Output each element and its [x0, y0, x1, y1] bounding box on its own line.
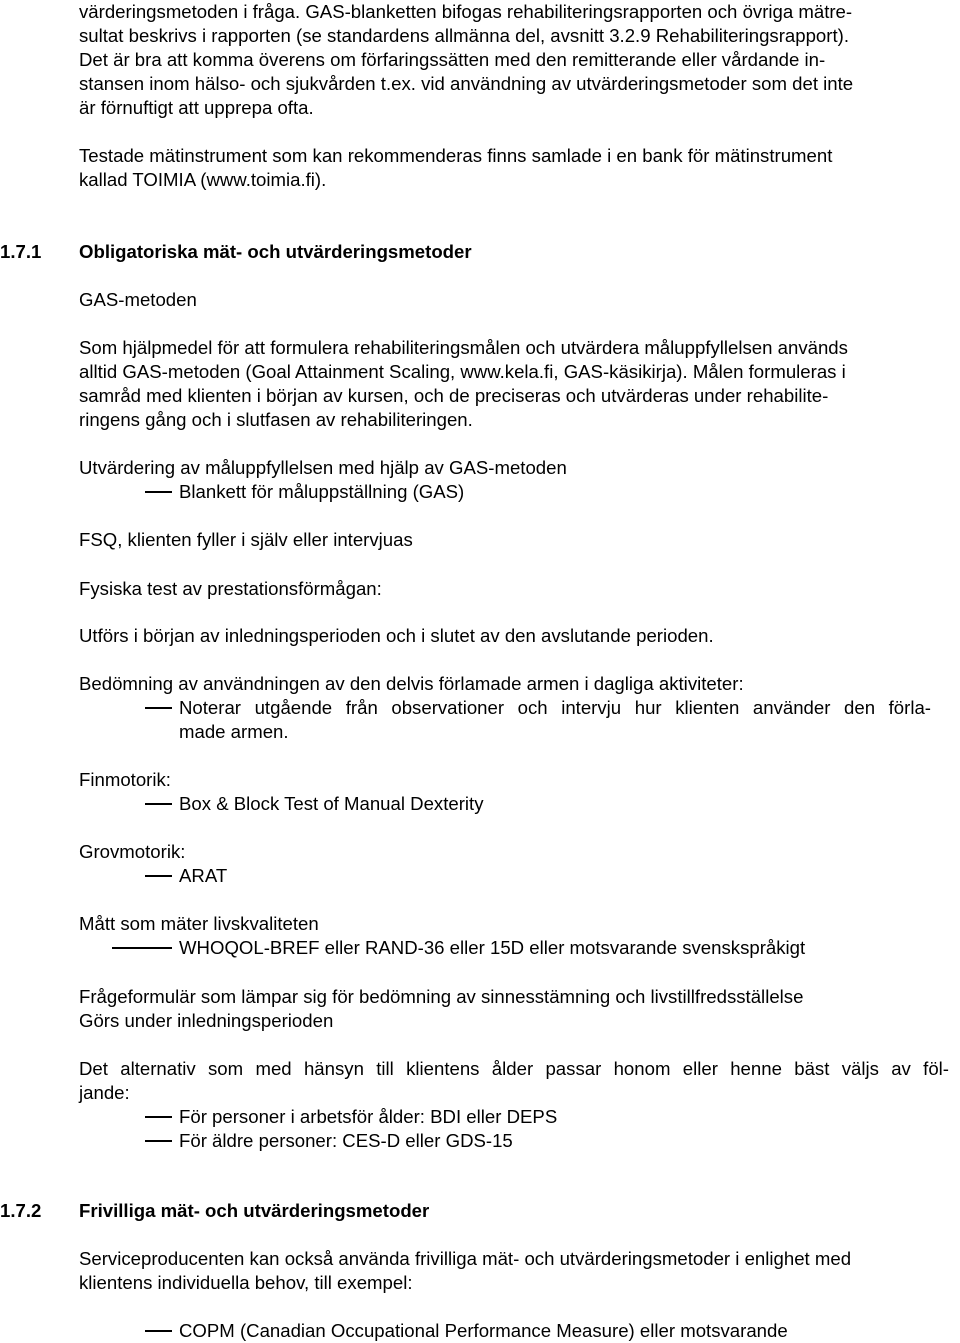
optional-line: klientens individuella behov, till exempel:	[79, 1271, 413, 1293]
physical-heading	[79, 577, 949, 601]
optional-line: Serviceproducenten kan också använda frivilliga mät- och utvärderingsmetoder i enlighet med	[79, 1248, 852, 1269]
dash-bullet	[145, 875, 172, 877]
intro-line: värderingsmetoden i fråga. GAS-blanketten bifogas rehabiliteringsrapporten och övriga mätre-	[79, 1, 853, 22]
toimia-paragraph	[79, 144, 949, 192]
fine-motor-heading-text: Finmotorik:	[79, 769, 171, 790]
intro-paragraph	[79, 0, 949, 120]
gross-motor-heading-text: Grovmotorik:	[79, 841, 186, 862]
alt-paragraph	[79, 1057, 949, 1105]
toimia-line: Testade mätinstrument som kan rekommenderas finns samlade i en bank för mätinstrument	[79, 145, 833, 166]
qol-heading	[79, 912, 949, 936]
dash-bullet	[145, 1116, 172, 1118]
dash-bullet	[112, 947, 172, 949]
evaluation-heading	[79, 456, 949, 480]
intro-line: är förnuftigt att upprepa ofta.	[79, 96, 314, 118]
physical-text-line: Utförs i början av inledningsperioden och i slutet av den avslutande perioden.	[79, 625, 714, 646]
mood-paragraph	[79, 985, 949, 1033]
toimia-line: kallad TOIMIA (www.toimia.fi).	[79, 168, 327, 190]
qol-heading-text: Mått som mäter livskvaliteten	[79, 913, 319, 934]
arm-heading	[79, 672, 949, 696]
gas-paragraph	[79, 336, 949, 432]
dash-bullet	[145, 707, 172, 709]
alt-line: Det alternativ som med hänsyn till klientens ålder passar honom eller henne bäst väljs av föl-	[79, 1058, 949, 1079]
list-item-text: WHOQOL-BREF eller RAND-36 eller 15D eller motsvarande svenskspråkigt	[179, 937, 806, 958]
gas-line: ringens gång och i slutfasen av rehabiliteringen.	[79, 408, 473, 430]
section-number: 1.7.2	[0, 1200, 42, 1221]
section-title: Frivilliga mät- och utvärderingsmetoder	[79, 1200, 430, 1221]
gas-line: alltid GAS-metoden (Goal Attainment Scaling, www.kela.fi, GAS-käsikirja). Målen formuleras i	[79, 360, 846, 382]
arm-item-line: made armen.	[179, 720, 289, 742]
fine-motor-heading	[79, 768, 949, 792]
intro-line: Det är bra att komma överens om förfaringssätten med den remitterande eller vårdande in-	[79, 48, 826, 70]
gross-motor-heading	[79, 840, 949, 864]
physical-heading-text: Fysiska test av prestationsförmågan:	[79, 578, 382, 599]
gas-line: samråd med klienten i början av kursen, och de preciseras och utvärderas under rehabilite-	[79, 384, 829, 406]
physical-text	[79, 624, 949, 648]
list-item-text: Box & Block Test of Manual Dexterity	[179, 793, 484, 814]
evaluation-heading-text: Utvärdering av måluppfyllelsen med hjälp av GAS-metoden	[79, 457, 567, 478]
dash-bullet	[145, 803, 172, 805]
list-item-text: För personer i arbetsför ålder: BDI eller DEPS	[179, 1106, 558, 1127]
fsq-line	[79, 528, 949, 552]
dash-bullet	[145, 491, 172, 493]
section-title: Obligatoriska mät- och utvärderingsmetoder	[79, 241, 472, 262]
gas-heading-text: GAS-metoden	[79, 289, 197, 310]
mood-line: Görs under inledningsperioden	[79, 1009, 334, 1031]
mood-line: Frågeformulär som lämpar sig för bedömning av sinnesstämning och livstillfredsställelse	[79, 986, 804, 1007]
arm-item-line: Noterar utgående från observationer och intervju hur klienten använder den förla-	[179, 697, 931, 718]
intro-line: sultat beskrivs i rapporten (se standardens allmänna del, avsnitt 3.2.9 Rehabiliteringsrapport).	[79, 24, 849, 46]
alt-line: jande:	[79, 1081, 130, 1103]
list-item-text: Blankett för måluppställning (GAS)	[179, 481, 465, 502]
list-item-text: För äldre personer: CES-D eller GDS-15	[179, 1130, 513, 1151]
optional-paragraph	[79, 1247, 949, 1295]
dash-bullet	[145, 1330, 172, 1332]
fsq-text: FSQ, klienten fyller i själv eller intervjuas	[79, 529, 413, 550]
arm-heading-text: Bedömning av användningen av den delvis förlamade armen i dagliga aktiviteter:	[79, 673, 744, 694]
dash-bullet	[145, 1140, 172, 1142]
list-item-text: COPM (Canadian Occupational Performance Measure) eller motsvarande	[179, 1320, 788, 1341]
intro-line: stansen inom hälso- och sjukvården t.ex. vid användning av utvärderingsmetoder som det inte	[79, 72, 854, 94]
gas-heading	[79, 288, 949, 312]
list-item-text: ARAT	[179, 865, 228, 886]
gas-line: Som hjälpmedel för att formulera rehabiliteringsmålen och utvärdera måluppfyllelsen används	[79, 337, 848, 358]
list-item-text	[179, 696, 931, 744]
section-number: 1.7.1	[0, 241, 42, 262]
